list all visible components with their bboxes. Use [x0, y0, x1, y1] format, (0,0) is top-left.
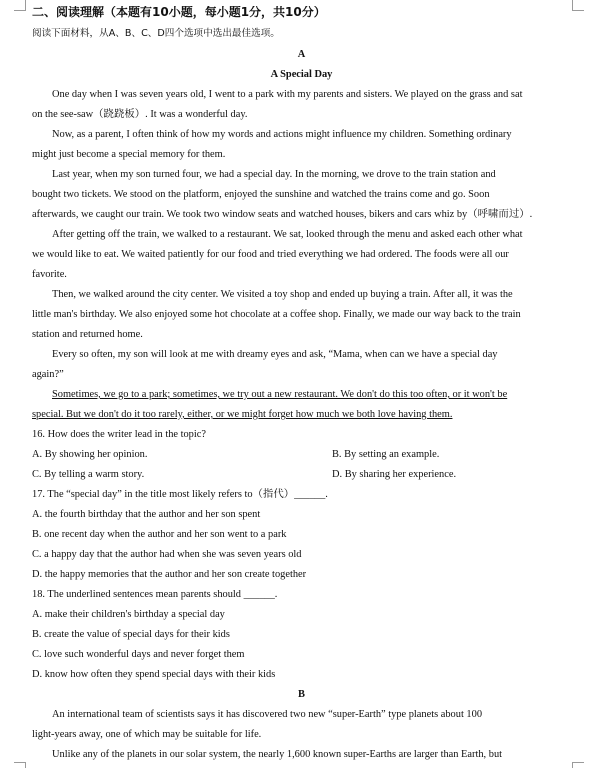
- instruction: 阅读下面材料，从A、B、C、D四个选项中选出最佳选项。: [32, 28, 280, 39]
- passage-b-line: An international team of scientists says it has discovered two new “super-Earth” type planets about 100: [52, 709, 483, 720]
- crop-mark-top-left-v: [25, 0, 26, 11]
- crop-mark-bottom-right-v: [572, 762, 573, 768]
- option-b[interactable]: B. create the value of special days for their kids: [32, 629, 230, 640]
- passage-b-letter: B: [298, 689, 305, 700]
- passage-a-underlined-line: special. But we don't do it too rarely, either, or we might forget how much we both love having them.: [32, 409, 453, 420]
- option-b[interactable]: B. one recent day when the author and her son went to a park: [32, 529, 287, 540]
- passage-a-line: bought two tickets. We stood on the platform, enjoyed the sunshine and watched the trains come and go. Soon: [32, 189, 490, 200]
- question-16-stem: 16. How does the writer lead in the topic?: [32, 429, 206, 440]
- passage-a-line: on the see-saw（跷跷板）. It was a wonderful day.: [32, 109, 248, 120]
- option-b[interactable]: B. By setting an example.: [332, 449, 440, 460]
- option-a[interactable]: A. make their children's birthday a special day: [32, 609, 225, 620]
- option-d[interactable]: D. know how often they spend special days with their kids: [32, 669, 276, 680]
- section-title: 二、阅读理解（本题有10小题，每小题1分，共10分）: [32, 6, 326, 19]
- passage-a-line: afterwards, we caught our train. We took two window seats and watched houses, bikers and cars whiz by（呼啸而过）.: [32, 209, 533, 220]
- passage-a-line: Every so often, my son will look at me with dreamy eyes and ask, “Mama, when can we have a special day: [52, 349, 498, 360]
- passage-b-line: Unlike any of the planets in our solar system, the nearly 1,600 known super-Earths are larger than Earth, but: [52, 749, 503, 760]
- passage-a-letter: A: [297, 49, 306, 60]
- option-d[interactable]: D. By sharing her experience.: [332, 469, 457, 480]
- crop-mark-bottom-left-v: [25, 762, 26, 768]
- option-d[interactable]: D. the happy memories that the author and her son create together: [32, 569, 307, 580]
- option-c[interactable]: C. love such wonderful days and never forget them: [32, 649, 245, 660]
- option-a[interactable]: A. By showing her opinion.: [32, 449, 148, 460]
- passage-a-line: favorite.: [32, 269, 67, 280]
- question-16-options-row2: [32, 468, 573, 481]
- passage-a-line: After getting off the train, we walked to a restaurant. We sat, looked through the menu and asked each other what: [52, 229, 523, 240]
- passage-a-line: One day when I was seven years old, I went to a park with my parents and sisters. We played on the grass and sat: [52, 89, 523, 100]
- passage-a-underlined-line: Sometimes, we go to a park; sometimes, we try out a new restaurant. We don't do this too often, or it won't be: [52, 389, 508, 400]
- crop-mark-top-right-h: [572, 10, 584, 11]
- option-a[interactable]: A. the fourth birthday that the author and her son spent: [32, 509, 261, 520]
- passage-a-line: Last year, when my son turned four, we had a special day. In the morning, we drove to the train station and: [52, 169, 496, 180]
- passage-b-line: light-years away, one of which may be suitable for life.: [32, 729, 262, 740]
- question-16-options-row1: [32, 448, 573, 461]
- passage-a-line: Now, as a parent, I often think of how my words and actions might influence my children. Something ordinary: [52, 129, 512, 140]
- option-c[interactable]: C. By telling a warm story.: [32, 469, 145, 480]
- passage-a-line: might just become a special memory for them.: [32, 149, 226, 160]
- option-c[interactable]: C. a happy day that the author had when she was seven years old: [32, 549, 302, 560]
- crop-mark-bottom-right-h: [572, 762, 584, 763]
- passage-a-title: A Special Day: [270, 69, 333, 80]
- passage-a-line: Then, we walked around the city center. We visited a toy shop and ended up buying a train. After all, it was the: [52, 289, 513, 300]
- passage-a-line: again?”: [32, 369, 64, 380]
- passage-a-line: little man's birthday. We also enjoyed some hot chocolate at a coffee shop. Finally, we made our way back to the train: [32, 309, 521, 320]
- question-18-stem: 18. The underlined sentences mean parents should ______.: [32, 589, 278, 600]
- passage-a-line: station and returned home.: [32, 329, 143, 340]
- passage-a-line: we would like to eat. We waited patiently for our food and tried everything we had ordered. The foods were all our: [32, 249, 509, 260]
- question-17-stem: 17. The “special day” in the title most likely refers to（指代）______.: [32, 489, 328, 500]
